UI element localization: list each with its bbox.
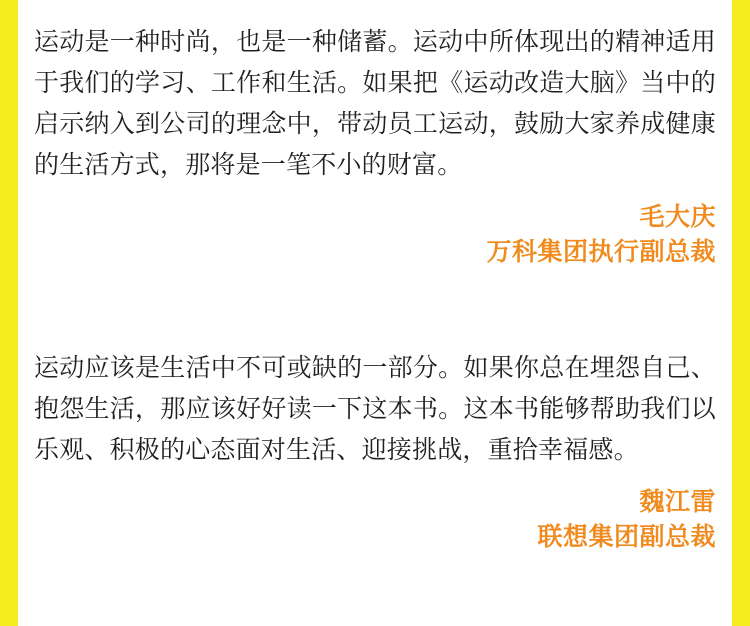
quote-block-2 bbox=[34, 348, 716, 555]
content-area bbox=[18, 0, 732, 626]
quote-attribution-1 bbox=[34, 200, 716, 270]
quote-attribution-2 bbox=[34, 485, 716, 555]
quote-author-title-2: 联想集团副总裁 bbox=[537, 523, 716, 551]
quote-text-2: 运动应该是生活中不可或缺的一部分。如果你总在埋怨自己、抱怨生活，那应该好好读一下这本书。这本书能够帮助我们以乐观、积极的心态面对生活、迎接挑战，重拾幸福感。 bbox=[34, 354, 716, 464]
left-accent-bar bbox=[0, 0, 18, 626]
quote-author-name-1: 毛大庆 bbox=[639, 203, 716, 231]
quote-author-name-2: 魏江雷 bbox=[639, 488, 716, 516]
right-accent-bar bbox=[732, 0, 750, 626]
quote-block-1 bbox=[34, 22, 716, 270]
quote-author-title-1: 万科集团执行副总裁 bbox=[486, 238, 716, 266]
quote-text-1: 运动是一种时尚，也是一种储蓄。运动中所体现出的精神适用于我们的学习、工作和生活。如果把《运动改造大脑》当中的启示纳入到公司的理念中，带动员工运动，鼓励大家养成健康的生活方式，那将是一笔不小的财富。 bbox=[34, 28, 716, 179]
